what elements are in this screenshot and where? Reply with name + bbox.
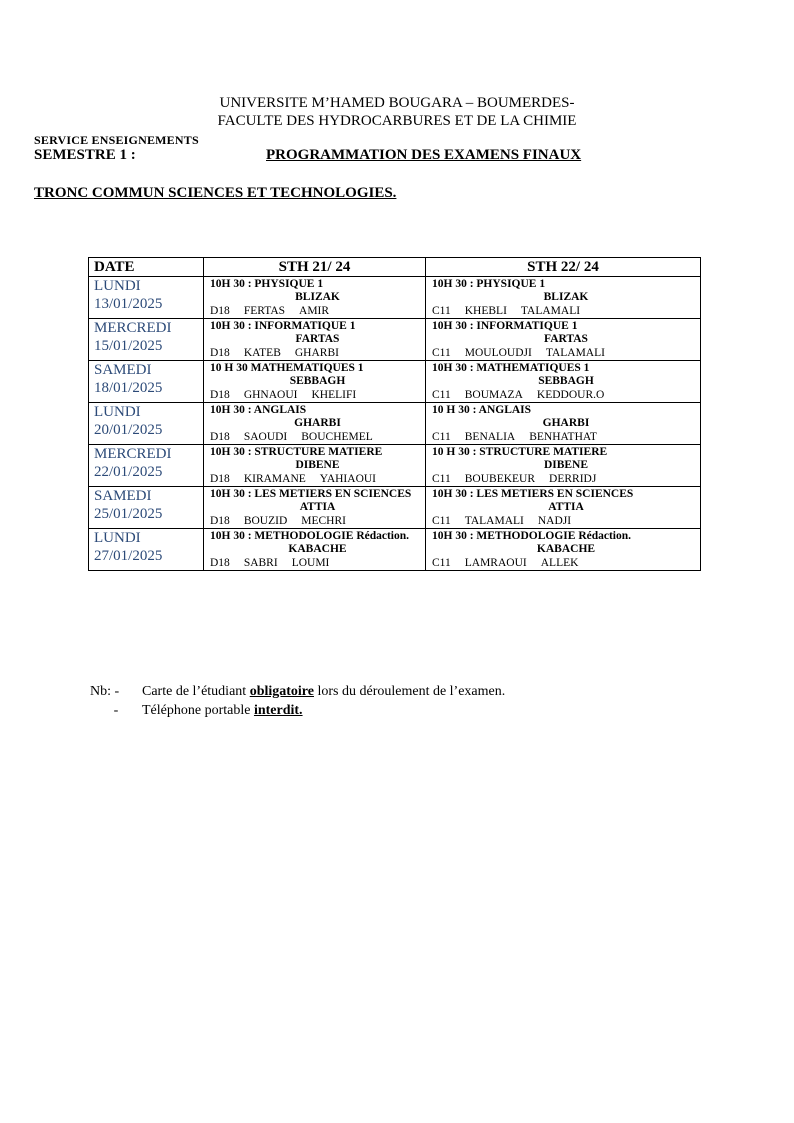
exam-teacher: KABACHE xyxy=(536,543,596,556)
exam-teacher: ATTIA xyxy=(548,501,584,514)
faculty-name: FACULTE DES HYDROCARBURES ET DE LA CHIMIE xyxy=(217,113,577,129)
exam-cell-sth22 xyxy=(426,487,701,529)
day-name: LUNDI xyxy=(94,278,141,294)
note-1-text: Carte de l’étudiant xyxy=(142,684,250,699)
exam-teacher: DIBENE xyxy=(543,459,589,472)
exam-subject: 10 H 30 MATHEMATIQUES 1 xyxy=(210,362,364,374)
exam-subject: 10H 30 : INFORMATIQUE 1 xyxy=(432,320,578,332)
proctor-2: KHELIFI xyxy=(311,388,357,401)
exam-room-line xyxy=(432,347,700,360)
exam-subject: 10H 30 : LES METIERS EN SCIENCES xyxy=(432,488,634,500)
exam-schedule-table xyxy=(88,257,701,571)
proctor-1: BOUZID xyxy=(243,514,288,527)
exam-teacher: FARTAS xyxy=(295,333,340,346)
header-sth22: STH 22/ 24 xyxy=(426,258,701,277)
header-date: DATE xyxy=(89,258,204,277)
exam-date: 15/01/2025 xyxy=(94,338,163,354)
proctor-2: GHARBI xyxy=(294,346,339,359)
proctor-1: MOULOUDJI xyxy=(464,346,532,359)
exam-room-line xyxy=(210,515,425,528)
date-cell xyxy=(89,319,204,361)
note-bullet: - xyxy=(113,703,119,718)
note-1 xyxy=(142,682,505,701)
proctor-2: LOUMI xyxy=(291,556,330,569)
exam-teacher: FARTAS xyxy=(544,333,588,346)
exam-room-line xyxy=(210,347,425,360)
exam-cell-sth22 xyxy=(426,445,701,487)
exam-room: C11 xyxy=(432,346,451,359)
day-name: SAMEDI xyxy=(94,362,152,378)
service-label: SERVICE ENSEIGNEMENTS xyxy=(34,133,199,147)
exam-teacher: SEBBAGH xyxy=(538,375,594,388)
exam-room: C11 xyxy=(432,514,451,527)
proctor-1: KHEBLI xyxy=(464,304,507,317)
header-sth21: STH 21/ 24 xyxy=(204,258,426,277)
exam-cell-sth21 xyxy=(204,361,426,403)
proctor-2: BOUCHEMEL xyxy=(301,430,373,443)
exam-subject: 10H 30 : ANGLAIS xyxy=(210,404,307,416)
exam-room-line xyxy=(432,473,700,486)
exam-room: C11 xyxy=(432,388,451,401)
exam-cell-sth22 xyxy=(426,277,701,319)
exam-date: 20/01/2025 xyxy=(94,422,163,438)
day-name: SAMEDI xyxy=(94,488,152,504)
exam-subject: 10H 30 : STRUCTURE MATIERE xyxy=(210,446,383,458)
exam-room: D18 xyxy=(210,514,230,527)
table-row xyxy=(89,319,701,361)
day-name: LUNDI xyxy=(94,404,141,420)
proctor-2: TALAMALI xyxy=(545,346,605,359)
date-cell xyxy=(89,529,204,571)
note-prefix: Nb: - xyxy=(90,684,120,699)
semester-label: SEMESTRE 1 : xyxy=(34,147,136,163)
proctor-1: BENALIA xyxy=(464,430,516,443)
exam-subject: 10H 30 : PHYSIQUE 1 xyxy=(432,278,546,290)
day-name: LUNDI xyxy=(94,530,141,546)
exam-cell-sth21 xyxy=(204,445,426,487)
date-cell xyxy=(89,445,204,487)
tronc-title: TRONC COMMUN SCIENCES ET TECHNOLOGIES. xyxy=(34,185,397,201)
proctor-1: KIRAMANE xyxy=(243,472,306,485)
proctor-1: FERTAS xyxy=(243,304,286,317)
exam-room: C11 xyxy=(432,556,451,569)
note-2 xyxy=(142,701,303,720)
exam-room-line xyxy=(210,557,425,570)
exam-cell-sth22 xyxy=(426,361,701,403)
exam-subject: 10 H 30 : STRUCTURE MATIERE xyxy=(432,446,608,458)
note-1-emphasis: obligatoire xyxy=(249,684,314,699)
exam-room-line xyxy=(432,305,700,318)
proctor-1: GHNAOUI xyxy=(243,388,298,401)
exam-room: C11 xyxy=(432,472,451,485)
exam-room: D18 xyxy=(210,472,230,485)
exam-cell-sth21 xyxy=(204,277,426,319)
exam-room: D18 xyxy=(210,388,230,401)
proctor-2: KEDDOUR.O xyxy=(536,388,605,401)
proctor-2: NADJI xyxy=(537,514,572,527)
date-cell xyxy=(89,487,204,529)
proctor-1: SABRI xyxy=(243,556,278,569)
exam-subject: 10H 30 : PHYSIQUE 1 xyxy=(210,278,324,290)
exam-subject: 10H 30 : LES METIERS EN SCIENCES xyxy=(210,488,412,500)
table-header-row xyxy=(89,258,701,277)
proctor-1: KATEB xyxy=(243,346,281,359)
proctor-1: BOUBEKEUR xyxy=(464,472,536,485)
exam-date: 22/01/2025 xyxy=(94,464,163,480)
proctor-1: LAMRAOUI xyxy=(464,556,527,569)
exam-room: D18 xyxy=(210,556,230,569)
proctor-2: MECHRI xyxy=(301,514,346,527)
university-name: UNIVERSITE M’HAMED BOUGARA – BOUMERDES- xyxy=(219,95,575,111)
table-row xyxy=(89,361,701,403)
proctor-2: TALAMALI xyxy=(520,304,581,317)
exam-date: 27/01/2025 xyxy=(94,548,163,564)
exam-teacher: BLIZAK xyxy=(543,291,589,304)
exam-cell-sth21 xyxy=(204,319,426,361)
note-row-2 xyxy=(90,701,505,720)
notes-block xyxy=(90,682,505,720)
proctor-2: AMIR xyxy=(299,304,330,317)
table-row xyxy=(89,487,701,529)
exam-cell-sth21 xyxy=(204,403,426,445)
exam-teacher: ATTIA xyxy=(299,501,336,514)
exam-teacher: KABACHE xyxy=(288,543,347,556)
exam-room-line xyxy=(432,389,700,402)
exam-subject: 10H 30 : METHODOLOGIE Rédaction. xyxy=(210,530,410,542)
exam-room: D18 xyxy=(210,346,230,359)
exam-teacher: BLIZAK xyxy=(295,291,340,304)
exam-cell-sth21 xyxy=(204,487,426,529)
note-2-text: Téléphone portable xyxy=(142,703,254,718)
exam-subject: 10H 30 : INFORMATIQUE 1 xyxy=(210,320,356,332)
exam-teacher: SEBBAGH xyxy=(289,375,346,388)
table-row xyxy=(89,529,701,571)
exam-date: 13/01/2025 xyxy=(94,296,163,312)
exam-cell-sth22 xyxy=(426,529,701,571)
program-title: PROGRAMMATION DES EXAMENS FINAUX xyxy=(266,147,582,163)
proctor-1: BOUMAZA xyxy=(464,388,523,401)
exam-room-line xyxy=(432,515,700,528)
date-cell xyxy=(89,403,204,445)
proctor-2: DERRIDJ xyxy=(549,472,597,485)
exam-cell-sth21 xyxy=(204,529,426,571)
exam-subject: 10H 30 : METHODOLOGIE Rédaction. xyxy=(432,530,632,542)
table-row xyxy=(89,445,701,487)
proctor-2: YAHIAOUI xyxy=(319,472,377,485)
table-row xyxy=(89,403,701,445)
day-name: MERCREDI xyxy=(94,446,172,462)
exam-cell-sth22 xyxy=(426,403,701,445)
exam-room-line xyxy=(210,305,425,318)
exam-room: C11 xyxy=(432,430,451,443)
date-cell xyxy=(89,277,204,319)
exam-room-line xyxy=(210,389,425,402)
note-row-1 xyxy=(90,682,505,701)
exam-room-line xyxy=(432,431,700,444)
exam-room-line xyxy=(210,431,425,444)
proctor-1: SAOUDI xyxy=(243,430,288,443)
exam-cell-sth22 xyxy=(426,319,701,361)
exam-room-line xyxy=(210,473,425,486)
date-cell xyxy=(89,361,204,403)
exam-teacher: GHARBI xyxy=(294,417,341,430)
exam-room: C11 xyxy=(432,304,451,317)
exam-room: D18 xyxy=(210,304,230,317)
exam-date: 18/01/2025 xyxy=(94,380,163,396)
exam-room: D18 xyxy=(210,430,230,443)
exam-teacher: GHARBI xyxy=(542,417,590,430)
proctor-1: TALAMALI xyxy=(464,514,524,527)
exam-subject: 10 H 30 : ANGLAIS xyxy=(432,404,532,416)
exam-date: 25/01/2025 xyxy=(94,506,163,522)
exam-room-line xyxy=(432,557,700,570)
day-name: MERCREDI xyxy=(94,320,172,336)
note-1-tail: lors du déroulement de l’examen. xyxy=(313,684,506,699)
proctor-2: ALLEK xyxy=(540,556,579,569)
exam-subject: 10H 30 : MATHEMATIQUES 1 xyxy=(432,362,590,374)
exam-teacher: DIBENE xyxy=(295,459,340,472)
proctor-2: BENHATHAT xyxy=(529,430,597,443)
table-row xyxy=(89,277,701,319)
note-2-emphasis: interdit. xyxy=(253,703,303,718)
